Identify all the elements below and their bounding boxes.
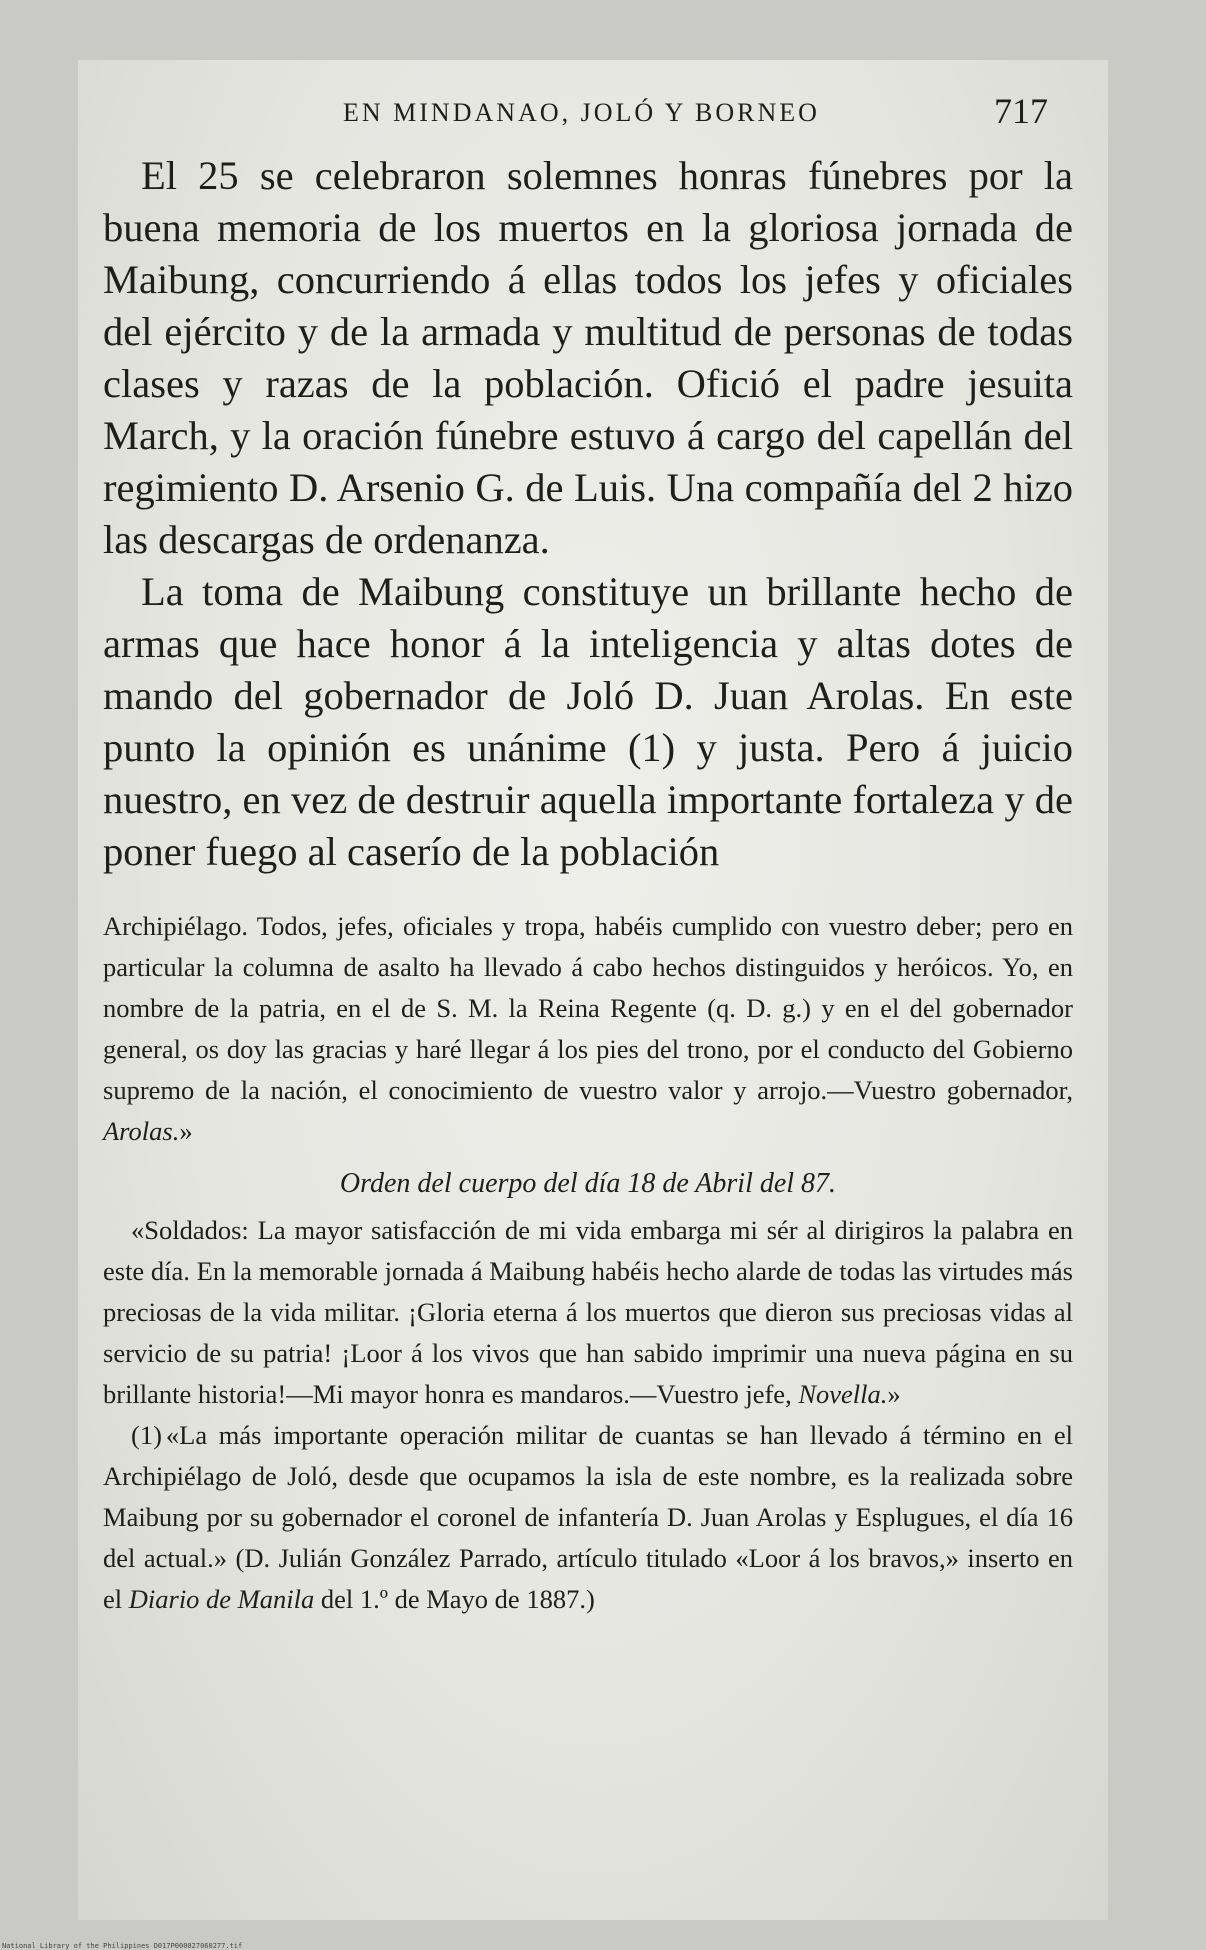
scan-stamp: National Library of the Philippines D017P000027060277.tif (2, 1942, 243, 1950)
footnote-body: «La más importante operación militar de cuantas se han llevado á término en el Archipiélago de Joló, desde que ocupamos la isla de este nombre, es la realizada sobre Maibung por su gobernador el coronel de infantería D. Juan Arolas y Esplugues, el día 16 del actual.» (D. Julián González Parrado, artículo titulado «Loor á los bravos,» inserto en el (103, 1420, 1073, 1614)
proclamation-text (103, 906, 1073, 1152)
scan-footer (0, 1938, 1206, 1950)
main-text (103, 150, 1073, 878)
footnote-reference: (1) (627, 725, 676, 770)
order-signature: Novella. (798, 1379, 888, 1409)
order-body: «Soldados: La mayor satisfacción de mi vida embarga mi sér al dirigiros la palabra en este día. En la memorable jornada á Maibung habéis hecho alarde de todas las virtudes más preciosas de la vida militar. ¡Gloria eterna á los muertos que dieron sus preciosas vidas al servicio de su patria! ¡Loor á los vivos que han sabido imprimir una nueva página en su brillante historia!—Mi mayor honra es mandaros.—Vuestro jefe, (103, 1215, 1073, 1409)
paragraph-maibung (103, 566, 1073, 878)
paragraph-maibung-text-a: La toma de Maibung constituye un brillante hecho de armas que hace honor á la inteligencia y altas dotes de mando del gobernador de Joló D. Juan Arolas. En este punto la opinión es unánime (103, 569, 1073, 770)
footnote (103, 1415, 1073, 1620)
paragraph-funeral: El 25 se celebraron solemnes honras fúnebres por la buena memoria de los muertos en la gloriosa jornada de Maibung, concurriendo á ellas todos los jefes y oficiales del ejército y de la armada y multitud de personas de todas clases y razas de la población. Ofició el padre jesuita March, y la oración fúnebre estuvo á cargo del capellán del regimiento D. Arsenio G. de Luis. Una compañía del 2 hizo las descargas de ordenanza. (103, 153, 1073, 562)
paragraph-maibung-text-b: y justa. Pero á juicio nuestro, en vez de destruir aquella importante fortaleza y de poner fuego al caserío de la población (103, 725, 1073, 874)
page-content (103, 90, 1073, 1620)
running-header: EN MINDANAO, JOLÓ Y BORNEO (343, 98, 820, 127)
notes-section (103, 906, 1073, 1620)
proclamation-body: Archipiélago. Todos, jefes, oficiales y tropa, habéis cumplido con vuestro deber; pero en particular la columna de asalto ha llevado á cabo hechos distinguidos y heróicos. Yo, en nombre de la patria, en el de S. M. la Reina Regente (q. D. g.) y en el del gobernador general, os doy las gracias y haré llegar á los pies del trono, por el conducto del Gobierno supremo de la nación, el conocimiento de vuestro valor y arrojo.—Vuestro gobernador, (103, 911, 1073, 1105)
proclamation-close-quote: » (179, 1116, 193, 1146)
order-heading: Orden del cuerpo del día 18 de Abril del 87. (339, 1168, 837, 1199)
proclamation-signature: Arolas. (103, 1116, 180, 1146)
footnote-tail: del 1.º de Mayo de 1887.) (314, 1584, 595, 1614)
footnote-source: Diario de Manila (128, 1584, 315, 1614)
footnote-marker: (1) (131, 1420, 162, 1450)
page-number: 717 (994, 91, 1048, 131)
page-header (103, 90, 1073, 142)
order-close-quote: » (887, 1379, 901, 1409)
order-text (103, 1210, 1073, 1415)
